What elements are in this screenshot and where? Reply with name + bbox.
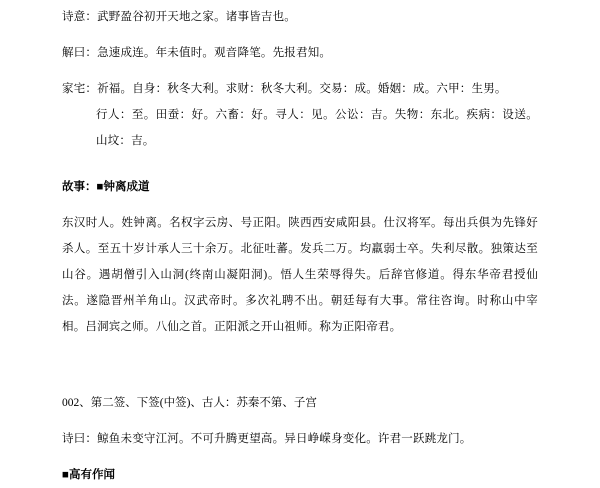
story-body: 东汉时人。姓钟离。名权字云房、号正阳。陕西西安咸阳县。仕汉将军。每出兵俱为先锋好杀人。至五十岁计承人三十余万。北征吐蕃。发兵二万。均羸弱士卒。失利尽散。独策达至山谷。遇胡僧引入山洞(终南山凝阳洞)。悟人生荣辱得失。后辞官修道。得东华帝君授仙法。遂隐晋州羊角山。汉武帝时。多次礼聘不出。朝廷每有大事。常往咨询。时称山中宰相。吕洞宾之师。八仙之首。正阳派之开山祖师。称为正阳帝君。	[62, 217, 538, 333]
entry-002-heading: 002、第二签、下签(中签)、古人：苏秦不第、子宫	[62, 397, 317, 409]
spacer	[62, 154, 538, 174]
spacer	[62, 340, 538, 370]
household-line-1: 家宅：祈福。自身：秋冬大利。求财：秋冬大利。交易：成。婚姻：成。六甲：生男。	[62, 83, 507, 95]
spacer	[62, 416, 538, 426]
story-title: 故事：■钟离成道	[62, 181, 150, 193]
spacer	[62, 200, 538, 210]
household-line-2: 行人：至。田蚕：好。六畜：好。寻人：见。公讼：吉。失物：东北。疾病：设送。山坟：吉。	[96, 109, 538, 147]
spacer	[62, 370, 538, 390]
spacer	[62, 30, 538, 40]
entry-002-poem: 诗曰：鲸鱼未变守江河。不可升腾更望高。异日峥嵘身变化。许君一跃跳龙门。	[62, 433, 472, 445]
spacer	[62, 66, 538, 76]
poem-meaning-line: 诗意：武野盈谷初开天地之家。诸事皆吉也。	[62, 11, 296, 23]
interpretation-line: 解曰：急速成连。年未值时。观音降笔。先报君知。	[62, 47, 332, 59]
entry-002-section-heading: ■高有作闻	[62, 469, 115, 481]
spacer	[62, 452, 538, 462]
